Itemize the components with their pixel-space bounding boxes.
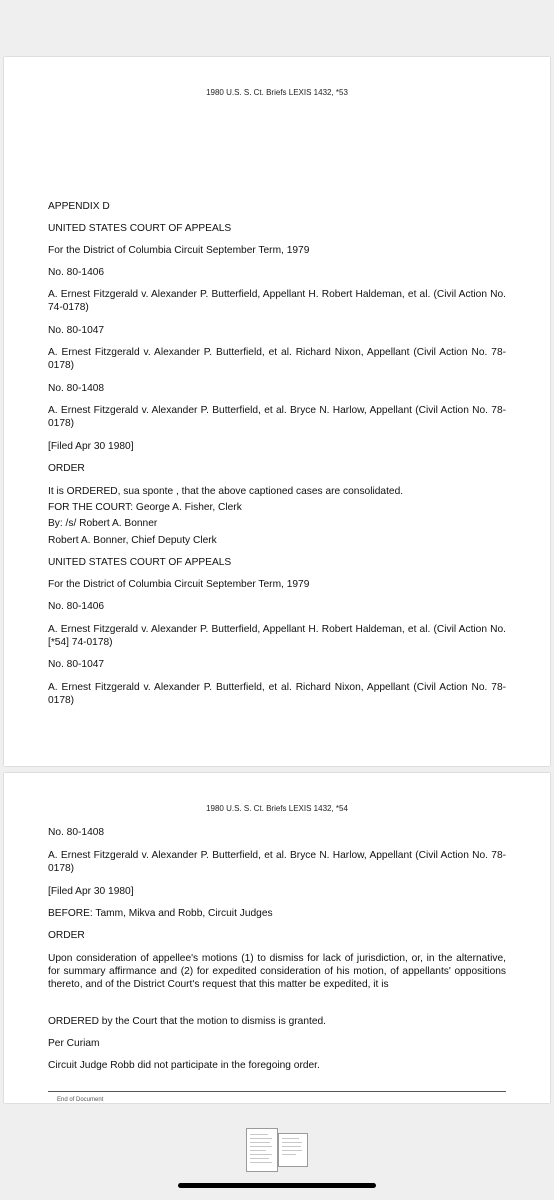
case-caption: A. Ernest Fitzgerald v. Alexander P. Butterfield, et al. Richard Nixon, Appellant (Civil Action No. 78-0178)	[48, 347, 506, 371]
page-thumbnails[interactable]	[244, 1128, 308, 1172]
order-heading: ORDER	[48, 930, 85, 941]
case-number: No. 80-1408	[48, 383, 105, 394]
document-page-1	[4, 57, 550, 766]
order-ruling: ORDERED by the Court that the motion to dismiss is granted.	[48, 1016, 327, 1027]
order-heading: ORDER	[48, 463, 85, 474]
page-thumbnail-2[interactable]	[278, 1133, 308, 1167]
case-number: No. 80-1406	[48, 601, 105, 612]
case-caption: A. Ernest Fitzgerald v. Alexander P. Butterfield, et al. Richard Nixon, Appellant (Civil Action No. 78-0178)	[48, 682, 506, 706]
document-page-2	[4, 773, 550, 1103]
appendix-title: APPENDIX D	[48, 201, 110, 212]
panel-judges: BEFORE: Tamm, Mikva and Robb, Circuit Judges	[48, 908, 273, 919]
court-circuit-term: For the District of Columbia Circuit September Term, 1979	[48, 579, 310, 590]
clerk-name: Robert A. Bonner, Chief Deputy Clerk	[48, 535, 217, 546]
court-name: UNITED STATES COURT OF APPEALS	[48, 557, 232, 568]
case-caption: A. Ernest Fitzgerald v. Alexander P. Butterfield, et al. Bryce N. Harlow, Appellant (Civil Action No. 78-0178)	[48, 405, 506, 429]
case-caption: A. Ernest Fitzgerald v. Alexander P. Butterfield, Appellant H. Robert Haldeman, et al. (Civil Action No. 74-0178)	[48, 289, 506, 313]
order-text: It is ORDERED, sua sponte , that the above captioned cases are consolidated.	[48, 486, 404, 497]
case-number: No. 80-1047	[48, 659, 105, 670]
home-indicator[interactable]	[178, 1183, 376, 1188]
per-curiam: Per Curiam	[48, 1038, 100, 1049]
case-number: No. 80-1408	[48, 827, 105, 838]
page-header: 1980 U.S. S. Ct. Briefs LEXIS 1432, *54	[206, 804, 348, 813]
court-circuit-term: For the District of Columbia Circuit September Term, 1979	[48, 245, 310, 256]
signed-by: By: /s/ Robert A. Bonner	[48, 518, 158, 529]
page-thumbnail-1[interactable]	[246, 1128, 278, 1172]
recusal-note: Circuit Judge Robb did not participate in the foregoing order.	[48, 1060, 320, 1071]
court-name: UNITED STATES COURT OF APPEALS	[48, 223, 232, 234]
case-caption: A. Ernest Fitzgerald v. Alexander P. Butterfield, Appellant H. Robert Haldeman, et al. (Civil Action No. [*54] 74-0178)	[48, 624, 506, 648]
order-body: Upon consideration of appellee's motions (1) to dismiss for lack of jurisdiction, or, in the alternative, for summary affirmance and (2) for expedited consideration of his motion, of appellants' oppositions thereto, and of the District Court's request that this matter be expedited, it is	[48, 953, 506, 990]
filed-date: [Filed Apr 30 1980]	[48, 886, 134, 897]
page-header: 1980 U.S. S. Ct. Briefs LEXIS 1432, *53	[206, 88, 348, 97]
court-signature: FOR THE COURT: George A. Fisher, Clerk	[48, 502, 242, 513]
case-number: No. 80-1406	[48, 267, 105, 278]
filed-date: [Filed Apr 30 1980]	[48, 441, 134, 452]
case-caption: A. Ernest Fitzgerald v. Alexander P. Butterfield, et al. Bryce N. Harlow, Appellant (Civil Action No. 78-0178)	[48, 850, 506, 874]
end-separator	[48, 1091, 506, 1092]
end-of-document: End of Document	[57, 1097, 104, 1103]
case-number: No. 80-1047	[48, 325, 105, 336]
